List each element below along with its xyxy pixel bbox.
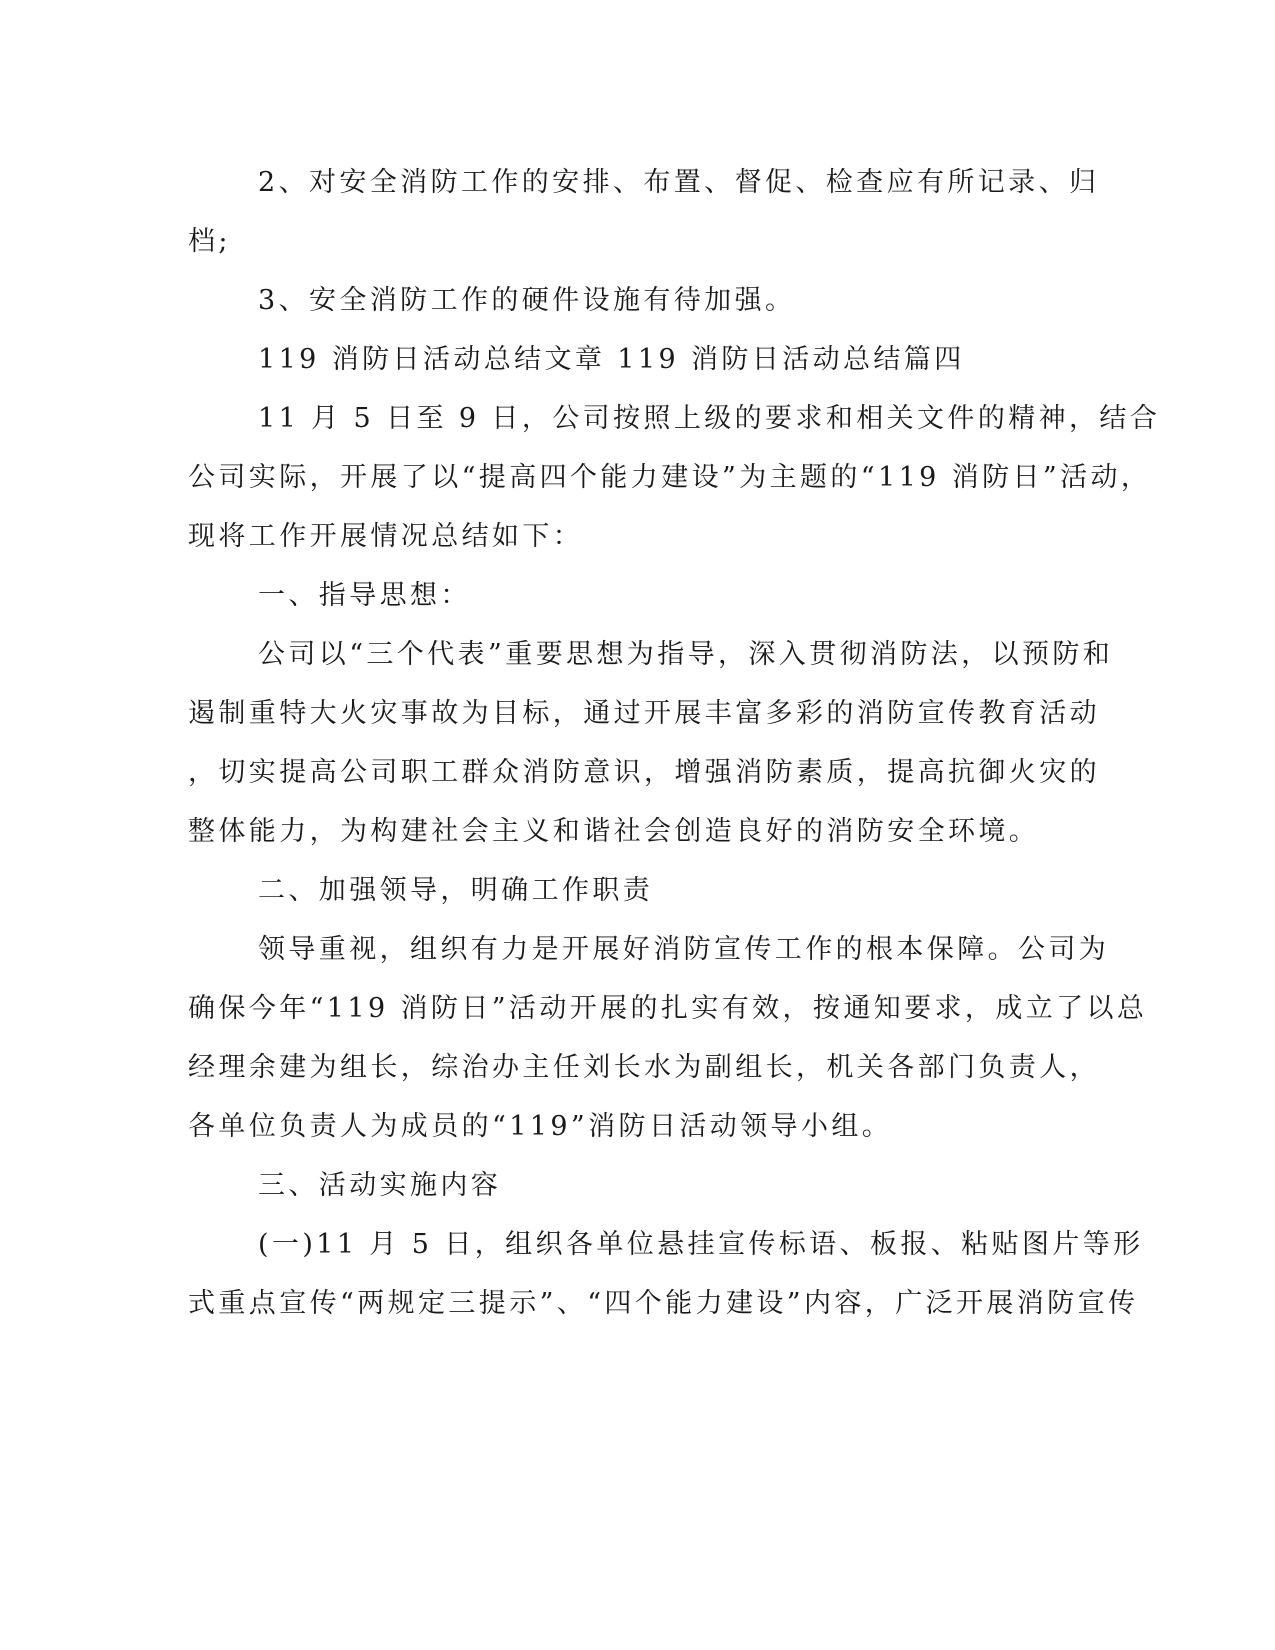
- text-line: 现将工作开展情况总结如下：: [188, 521, 584, 552]
- text-line: 式重点宣传“两规定三提示”、“四个能力建设”内容，广泛开展消防宣传: [188, 1288, 1139, 1319]
- text-line: 公司实际，开展了以“提高四个能力建设”为主题的“119 消防日”活动，: [188, 462, 1152, 493]
- text-line: ，切实提高公司职工群众消防意识，增强消防素质，提高抗御火灾的: [188, 757, 1100, 788]
- text-line: 公司以“三个代表”重要思想为指导，深入贯彻消防法，以预防和: [258, 639, 1114, 670]
- text-line: 确保今年“119 消防日”活动开展的扎实有效，按通知要求，成立了以总: [188, 993, 1148, 1024]
- text-line: 2、对安全消防工作的安排、布置、督促、检查应有所记录、归: [258, 167, 1100, 198]
- text-line: 11 月 5 日至 9 日，公司按照上级的要求和相关文件的精神，结合: [258, 403, 1161, 434]
- text-line: 领导重视，组织有力是开展好消防宣传工作的根本保障。公司为: [258, 934, 1110, 965]
- heading-line: 二、加强领导，明确工作职责: [258, 875, 654, 906]
- text-line: 整体能力，为构建社会主义和谐社会创造良好的消防安全环境。: [188, 816, 1040, 847]
- text-line: 3、安全消防工作的硬件设施有待加强。: [258, 285, 796, 316]
- text-line: 遏制重特大火灾事故为目标，通过开展丰富多彩的消防宣传教育活动: [188, 698, 1100, 729]
- text-line: 档;: [188, 226, 231, 257]
- text-line: (一)11 月 5 日，组织各单位悬挂宣传标语、板报、粘贴图片等形: [258, 1229, 1144, 1260]
- heading-line: 三、活动实施内容: [258, 1170, 502, 1201]
- text-line: 各单位负责人为成员的“119”消防日活动领导小组。: [188, 1111, 893, 1142]
- heading-line: 一、指导思想：: [258, 580, 471, 611]
- section-title: 119 消防日活动总结文章 119 消防日活动总结篇四: [258, 344, 965, 375]
- text-line: 经理余建为组长，综治办主任刘长水为副组长，机关各部门负责人，: [188, 1052, 1100, 1083]
